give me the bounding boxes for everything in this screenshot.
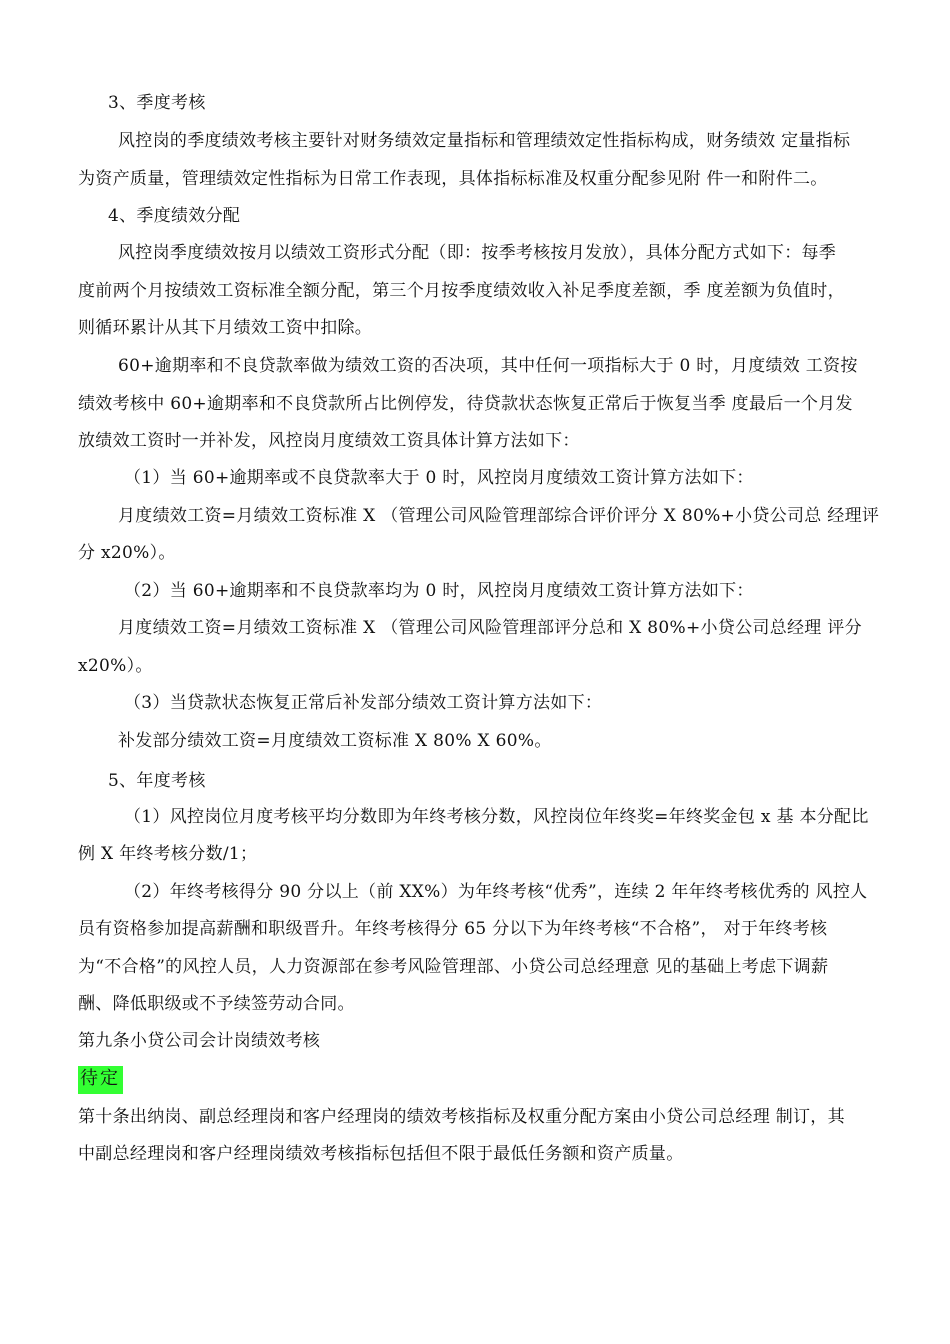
article-ten-line: 第十条出纳岗、副总经理岗和客户经理岗的绩效考核指标及权重分配方案由小贷公司总经理 制订，其 [78,1107,845,1127]
pending-note [78,1066,898,1094]
paragraph-line: 则循环累计从其下月绩效工资中扣除。 [78,318,373,338]
article-nine-title: 第九条小贷公司会计岗绩效考核 [78,1031,321,1051]
list-item: （3）当贷款状态恢复正常后补发部分绩效工资计算方法如下： [124,693,603,713]
formula-line: 月度绩效工资=月绩效工资标准 X （管理公司风险管理部评分总和 X 80%+小贷公司总经理 评分 [118,618,862,638]
heading-quarterly-assessment: 3、季度考核 [108,93,206,113]
paragraph-line: 60+逾期率和不良贷款率做为绩效工资的否决项，其中任何一项指标大于 0 时，月度绩效 工资按 [118,356,858,376]
paragraph-line: 风控岗的季度绩效考核主要针对财务绩效定量指标和管理绩效定性指标构成，财务绩效 定量指标 [118,131,851,151]
heading-annual-assessment: 5、年度考核 [108,771,206,791]
list-item: （1）当 60+逾期率或不良贷款率大于 0 时，风控岗月度绩效工资计算方法如下： [124,468,754,488]
formula-line: 月度绩效工资=月绩效工资标准 X （管理公司风险管理部综合评价评分 X 80%+小贷公司总 经理评 [118,506,880,526]
paragraph-line: 例 X 年终考核分数/1； [78,844,258,864]
list-item: （2）当 60+逾期率和不良贷款率均为 0 时，风控岗月度绩效工资计算方法如下： [124,581,754,601]
article-ten-line: 中副总经理岗和客户经理岗绩效考核指标包括但不限于最低任务额和资产质量。 [78,1144,684,1164]
paragraph-line: 酬、降低职级或不予续签劳动合同。 [78,994,355,1014]
paragraph-line: 员有资格参加提高薪酬和职级晋升。年终考核得分 65 分以下为年终考核“不合格”， 对于年终考核 [78,919,828,939]
heading-quarterly-distribution: 4、季度绩效分配 [108,206,241,226]
formula-line: x20%）。 [78,656,153,676]
list-item: （1）风控岗位月度考核平均分数即为年终考核分数，风控岗位年终奖=年终奖金包 x 基 本分配比 [124,807,869,827]
paragraph-line: 风控岗季度绩效按月以绩效工资形式分配（即：按季考核按月发放），具体分配方式如下：每季 [118,243,837,263]
formula-line: 补发部分绩效工资=月度绩效工资标准 X 80% X 60%。 [118,731,552,751]
paragraph-line: 绩效考核中 60+逾期率和不良贷款所占比例停发，待贷款状态恢复正常后于恢复当季 度最后一个月发 [78,394,853,414]
highlighted-pending-text: 待定 [78,1066,123,1094]
paragraph-line: 放绩效工资时一并补发，风控岗月度绩效工资具体计算方法如下： [78,431,580,451]
paragraph-line: 度前两个月按绩效工资标准全额分配，第三个月按季度绩效收入补足季度差额，季 度差额为负值时， [78,281,845,301]
list-item: （2）年终考核得分 90 分以上（前 XX%）为年终考核“优秀”，连续 2 年年终考核优秀的 风控人 [124,882,868,902]
paragraph-line: 为“不合格”的风控人员，人力资源部在参考风险管理部、小贷公司总经理意 见的基础上考虑下调薪 [78,957,829,977]
formula-line: 分 x20%）。 [78,543,176,563]
paragraph-line: 为资产质量，管理绩效定性指标为日常工作表现，具体指标标准及权重分配参见附 件一和附件二。 [78,169,828,189]
